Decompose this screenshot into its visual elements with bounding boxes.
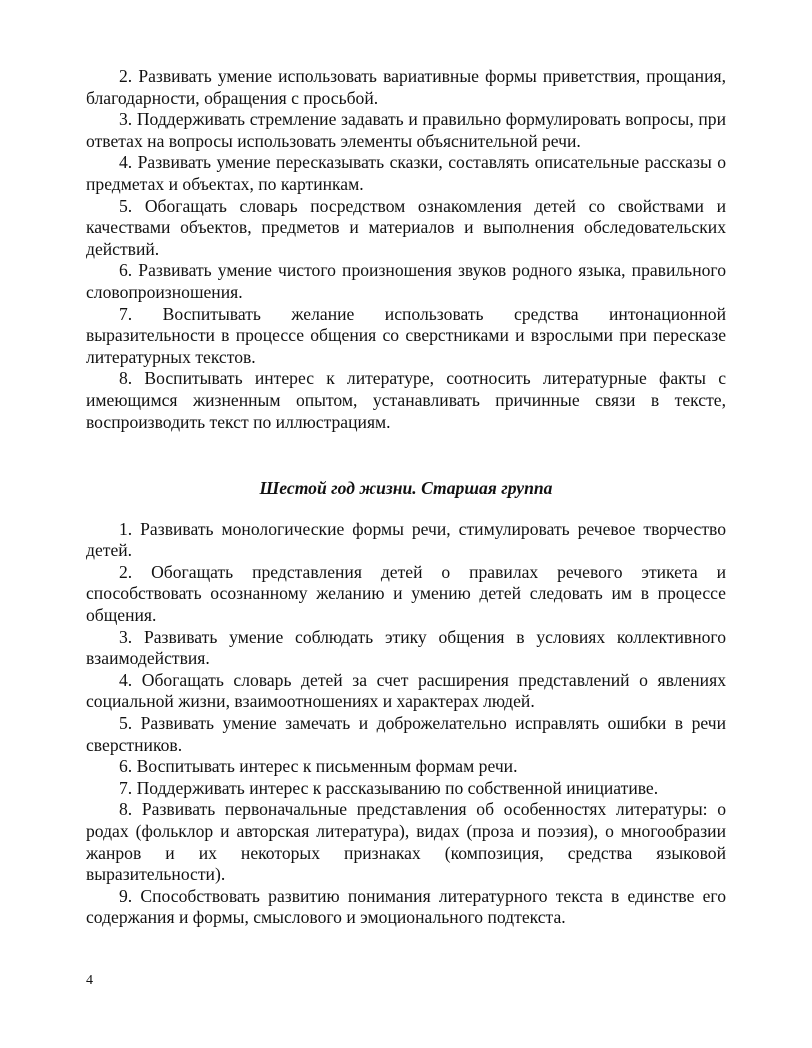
list-item: 4. Обогащать словарь детей за счет расширения представлений о явлениях социальной жизни, взаимоотношениях и характерах людей. [86,669,726,712]
list-item: 7. Поддерживать интерес к рассказыванию по собственной инициативе. [119,777,659,798]
list-item: 7. Воспитывать желание использовать средства интонационной выразительности в процессе общения со сверстниками и взрослыми при пересказе литературных текстов. [86,303,726,367]
list-item: 3. Поддерживать стремление задавать и правильно формулировать вопросы, при ответах на вопросы использовать элементы объяснительной речи. [86,109,726,151]
section-senior-group-goals [86,519,726,929]
list-item: 4. Развивать умение пересказывать сказки, составлять описательные рассказы о предметах и объектах, по картинкам. [86,152,726,194]
list-item: 5. Обогащать словарь посредством ознакомления детей со свойствами и качествами объектов, предметов и материалов и выполнения обследовательских действий. [86,195,726,259]
list-item: 9. Способствовать развитию понимания литературного текста в единстве его содержания и формы, смыслового и эмоционального подтекста. [86,885,726,928]
section-middle-group-goals [86,66,726,433]
list-item: 6. Воспитывать интерес к письменным формам речи. [119,756,518,777]
list-item: 8. Воспитывать интерес к литературе, соотносить литературные факты с имеющимся жизненным опытом, устанавливать причинные связи в тексте, воспроизводить текст по иллюстрациям. [86,368,726,432]
page-number: 4 [86,973,93,988]
list-item: 2. Обогащать представления детей о правилах речевого этикета и способствовать осознанному желанию и умению детей следовать им в процессе общения. [86,561,726,626]
list-item: 1. Развивать монологические формы речи, стимулировать речевое творчество детей. [86,518,726,561]
section-heading: Шестой год жизни. Старшая группа [259,478,553,499]
document-page [86,66,726,929]
list-item: 8. Развивать первоначальные представления об особенностях литературы: о родах (фольклор и авторская литература), видах (проза и поэзия), о многообразии жанров и их некоторых признаках (композиция, средства языковой выразительности). [86,799,726,885]
list-item: 5. Развивать умение замечать и доброжелательно исправлять ошибки в речи сверстников. [86,713,726,755]
list-item: 6. Развивать умение чистого произношения звуков родного языка, правильного словопроизношения. [86,260,726,302]
list-item: 3. Развивать умение соблюдать этику общения в условиях коллективного взаимодействия. [86,626,726,669]
list-item: 2. Развивать умение использовать вариативные формы приветствия, прощания, благодарности, обращения с просьбой. [86,66,726,108]
